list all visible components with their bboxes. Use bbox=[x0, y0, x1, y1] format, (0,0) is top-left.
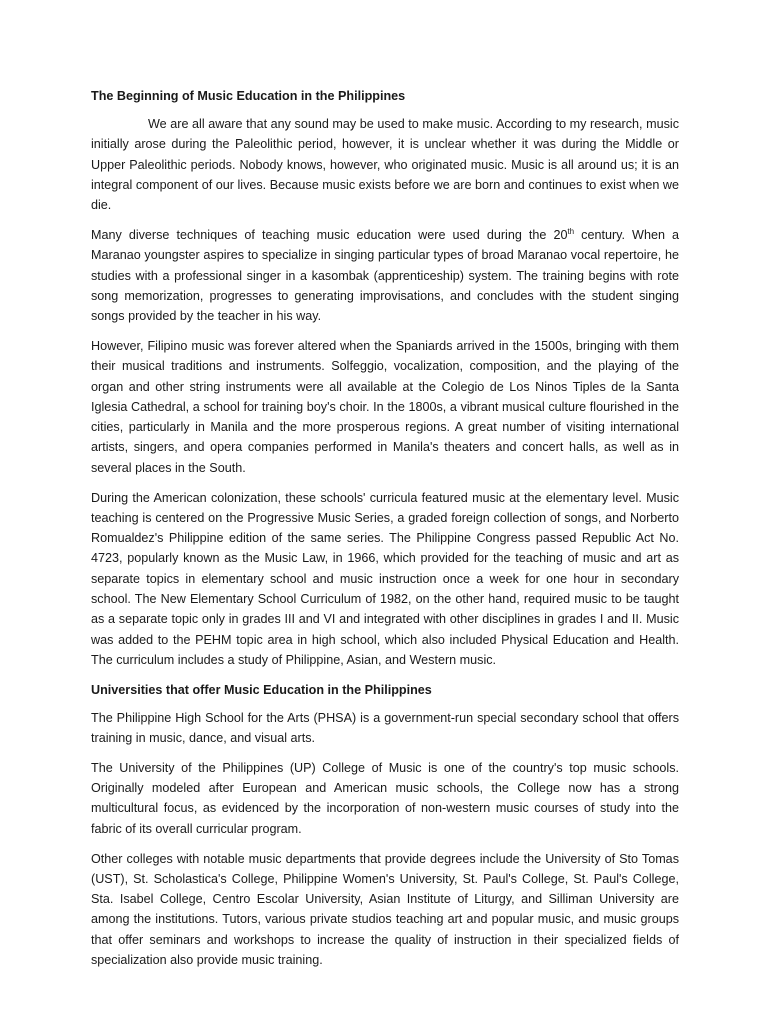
paragraph-origins: We are all aware that any sound may be used to make music. According to my research, music initially arose during the Paleolithic period, however, it is unclear whether it was during the Middle or Upper Paleolithic periods. Nobody knows, however, who originated music. Music is all around us; it is an integral component of our lives. Because music exists before we are born and continues to exist when we die. bbox=[91, 117, 679, 213]
paragraph-20th-century-text-b: century. When a Maranao youngster aspires to specialize in singing particular types of broad Maranao vocal repertoire, he studies with a professional singer in a kasombak (apprenticeship) system. The training begins with rote song memorization, progresses to generating improvisations, and concludes with the student singing songs provided by the teacher in his way. bbox=[91, 227, 679, 324]
paragraph-up-college: The University of the Philippines (UP) College of Music is one of the country's top music schools. Originally modeled after European and American music schools, the College now has a strong multicultural focus, as evidenced by the incorporation of non-western music courses of study into the fabric of its overall curricular program. bbox=[91, 760, 679, 836]
paragraph-phsa: The Philippine High School for the Arts (PHSA) is a government-run special secondary school that offers training in music, dance, and visual arts. bbox=[91, 710, 679, 746]
superscript-th: th bbox=[567, 226, 575, 236]
section-heading-beginning: The Beginning of Music Education in the Philippines bbox=[91, 89, 406, 103]
document-page bbox=[91, 86, 679, 980]
paragraph-20th-century bbox=[91, 225, 679, 326]
paragraph-other-colleges: Other colleges with notable music departments that provide degrees include the University of Sto Tomas (UST), St. Scholastica's College, Philippine Women's University, St. Paul's College, St. Paul's College, Sta. Isabel College, Centro Escolar University, Asian Institute of Liturgy, and Silliman University are among the institutions. Tutors, various private studios teaching art and popular music, and music groups that offer seminars and workshops to increase the quality of instruction in their specialized fields of specialization also provide music training. bbox=[91, 851, 679, 967]
section-heading-universities: Universities that offer Music Education in the Philippines bbox=[91, 682, 432, 697]
paragraph-american-era: During the American colonization, these schools' curricula featured music at the elementary level. Music teaching is centered on the Progressive Music Series, a graded foreign collection of songs, and Norberto Romualdez's Philippine edition of the same series. The Philippine Congress passed Republic Act No. 4723, popularly known as the Music Law, in 1966, which provided for the teaching of music and art as separate topics in elementary school and music instruction once a week for one hour in secondary school. The New Elementary School Curriculum of 1982, on the other hand, required music to be taught as a separate topic only in grades III and VI and integrated with other disciplines in grades I and II. Music was added to the PEHM topic area in high school, which also included Physical Education and Health. The curriculum includes a study of Philippine, Asian, and Western music. bbox=[91, 490, 679, 667]
paragraph-spanish-era: However, Filipino music was forever altered when the Spaniards arrived in the 1500s, bringing with them their musical traditions and instruments. Solfeggio, vocalization, composition, and the playing of the organ and other string instruments were all available at the Colegio de Los Ninos Tiples de la Santa Iglesia Cathedral, a school for training boy's choir. In the 1800s, a vibrant musical culture flourished in the cities, particularly in Manila and the more prosperous regions. A great number of visiting international artists, singers, and opera companies performed in Manila's theaters and concert halls, as well as in several places in the South. bbox=[91, 338, 679, 475]
paragraph-20th-century-text-a: Many diverse techniques of teaching music education were used during the 20 bbox=[91, 227, 568, 242]
